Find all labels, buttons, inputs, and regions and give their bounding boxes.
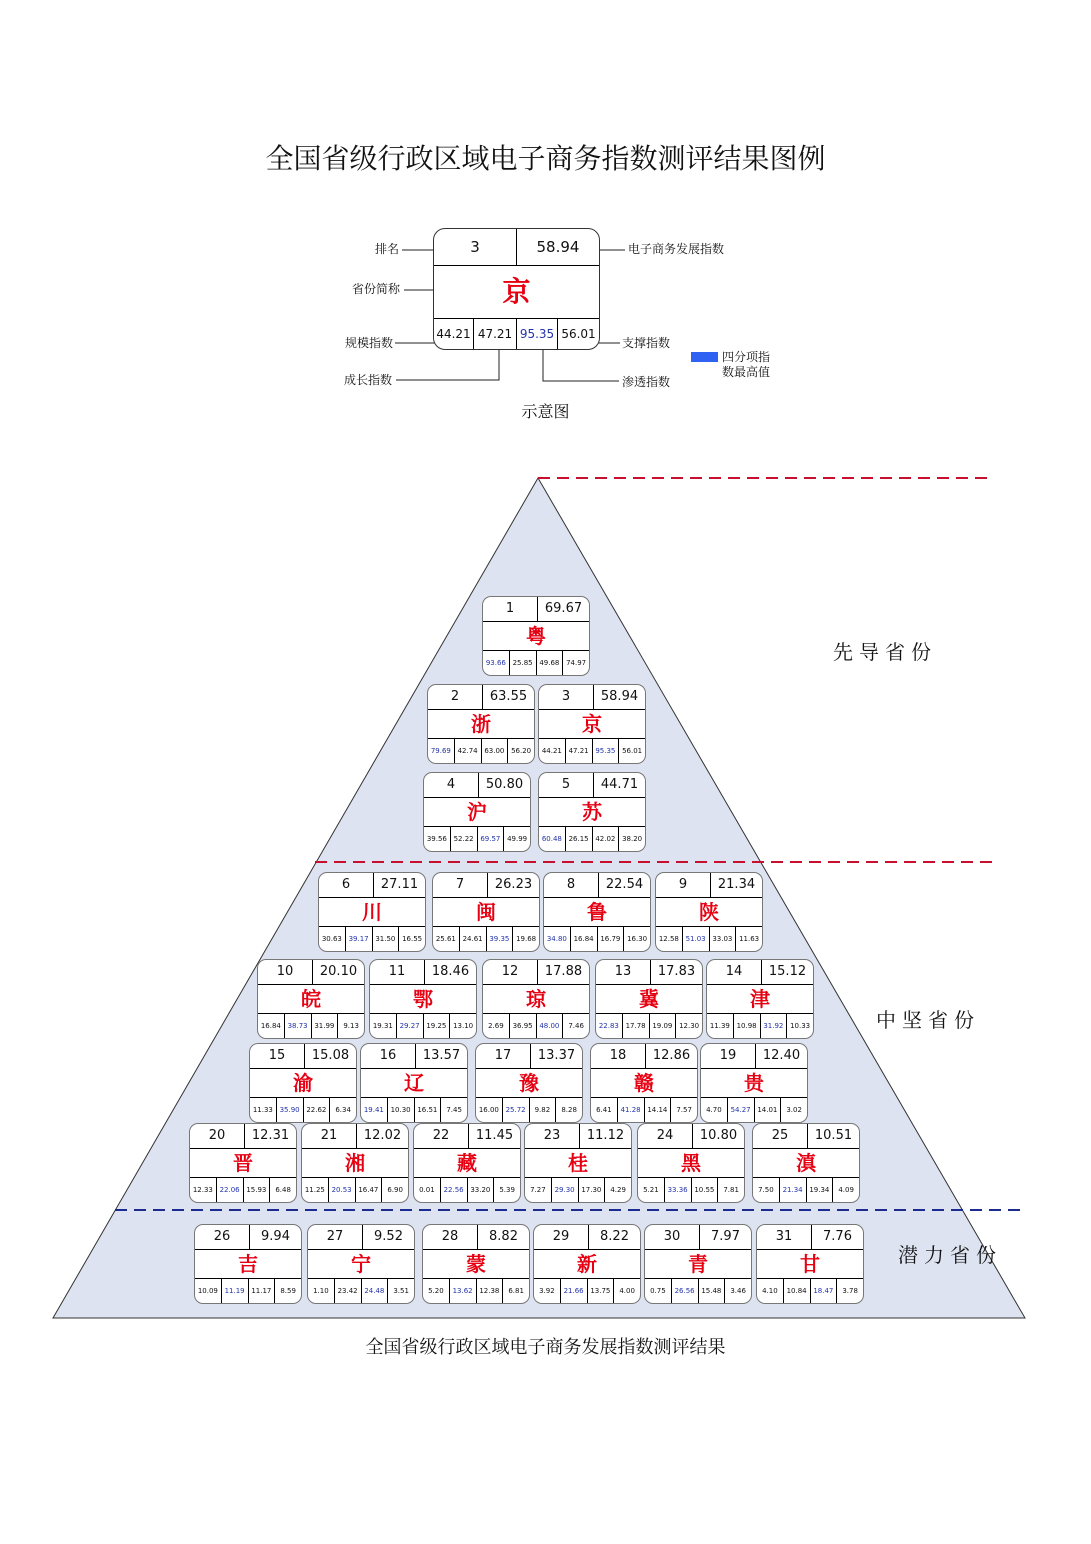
card-support-index: 4.09 xyxy=(838,1186,854,1194)
card-scale-index: 19.31 xyxy=(370,1014,397,1038)
card-support-index: 3.46 xyxy=(730,1287,746,1295)
card-score: 44.71 xyxy=(600,777,639,792)
card-penetration-index: 19.25 xyxy=(424,1014,451,1038)
card-growth-index: 10.30 xyxy=(388,1098,415,1122)
card-support-index: 8.59 xyxy=(280,1287,296,1295)
card-penetration-index: 39.35 xyxy=(487,927,514,951)
card-scale-index: 1.10 xyxy=(308,1279,335,1303)
card-score: 20.10 xyxy=(319,964,358,979)
card-penetration-index: 42.02 xyxy=(593,827,620,851)
card-penetration-index: 10.55 xyxy=(692,1178,719,1202)
card-penetration-index: 14.14 xyxy=(645,1098,672,1122)
card-rank: 18 xyxy=(591,1044,646,1068)
card-support-index: 16.30 xyxy=(627,935,648,943)
card-score: 8.82 xyxy=(489,1229,518,1244)
card-score: 7.76 xyxy=(823,1229,852,1244)
card-support-index: 16.55 xyxy=(402,935,423,943)
legend-caption: 示意图 xyxy=(521,402,570,421)
card-support-index: 3.78 xyxy=(842,1287,858,1295)
card-rank: 24 xyxy=(638,1124,693,1148)
province-card xyxy=(595,959,703,1039)
card-score: 10.51 xyxy=(814,1128,853,1143)
card-rank: 11 xyxy=(370,960,425,984)
card-support-index: 56.01 xyxy=(622,747,643,755)
card-score: 9.94 xyxy=(261,1229,290,1244)
card-scale-index: 12.58 xyxy=(656,927,683,951)
card-abbr: 鲁 xyxy=(544,898,650,927)
card-penetration-index: 48.00 xyxy=(537,1014,564,1038)
card-growth-index: 22.56 xyxy=(441,1178,468,1202)
card-score: 13.37 xyxy=(537,1048,576,1063)
province-card xyxy=(482,596,590,676)
card-abbr: 藏 xyxy=(414,1149,520,1178)
province-card xyxy=(543,872,651,952)
card-abbr: 新 xyxy=(534,1250,640,1279)
card-penetration-index: 22.62 xyxy=(304,1098,331,1122)
province-card xyxy=(301,1123,409,1203)
card-abbr: 沪 xyxy=(424,798,530,827)
card-growth-index: 20.53 xyxy=(329,1178,356,1202)
card-score: 10.80 xyxy=(699,1128,738,1143)
card-score: 12.31 xyxy=(251,1128,290,1143)
card-scale-index: 7.27 xyxy=(525,1178,552,1202)
card-growth-index: 29.30 xyxy=(552,1178,579,1202)
card-support-index: 7.45 xyxy=(446,1106,462,1114)
card-growth-index: 54.27 xyxy=(728,1098,755,1122)
card-score: 17.88 xyxy=(544,964,583,979)
legend-scale-index: 44.21 xyxy=(434,319,474,350)
card-abbr: 津 xyxy=(707,985,813,1014)
province-card xyxy=(637,1123,745,1203)
card-scale-index: 79.69 xyxy=(428,739,455,763)
card-support-index: 7.81 xyxy=(723,1186,739,1194)
card-score: 8.22 xyxy=(600,1229,629,1244)
province-card xyxy=(423,772,531,852)
province-card xyxy=(644,1224,752,1304)
card-score: 69.67 xyxy=(544,601,583,616)
card-abbr: 湘 xyxy=(302,1149,408,1178)
card-abbr: 渝 xyxy=(250,1069,356,1098)
card-growth-index: 10.98 xyxy=(734,1014,761,1038)
card-abbr: 川 xyxy=(319,898,425,927)
legend-label-rank: 排名 xyxy=(375,242,400,256)
card-rank: 31 xyxy=(757,1225,812,1249)
card-scale-index: 11.33 xyxy=(250,1098,277,1122)
card-scale-index: 19.41 xyxy=(361,1098,388,1122)
legend-label-penetration: 渗透指数 xyxy=(622,375,671,389)
card-scale-index: 0.01 xyxy=(414,1178,441,1202)
card-score: 9.52 xyxy=(374,1229,403,1244)
province-card xyxy=(538,684,646,764)
card-scale-index: 34.80 xyxy=(544,927,571,951)
legend-support-index: 56.01 xyxy=(561,327,596,341)
card-rank: 17 xyxy=(476,1044,531,1068)
card-rank: 14 xyxy=(707,960,762,984)
card-abbr: 辽 xyxy=(361,1069,467,1098)
card-score: 18.46 xyxy=(431,964,470,979)
card-growth-index: 17.78 xyxy=(623,1014,650,1038)
card-support-index: 4.00 xyxy=(619,1287,635,1295)
card-scale-index: 4.10 xyxy=(757,1279,784,1303)
card-growth-index: 47.21 xyxy=(566,739,593,763)
card-penetration-index: 16.51 xyxy=(415,1098,442,1122)
card-score: 7.97 xyxy=(711,1229,740,1244)
card-growth-index: 10.84 xyxy=(784,1279,811,1303)
card-scale-index: 10.09 xyxy=(195,1279,222,1303)
legend-score: 58.94 xyxy=(536,238,580,256)
card-scale-index: 12.33 xyxy=(190,1178,217,1202)
card-growth-index: 42.74 xyxy=(455,739,482,763)
province-card xyxy=(318,872,426,952)
card-rank: 7 xyxy=(433,873,488,897)
card-scale-index: 5.20 xyxy=(423,1279,450,1303)
card-score: 15.08 xyxy=(311,1048,350,1063)
card-growth-index: 26.15 xyxy=(566,827,593,851)
card-growth-index: 22.06 xyxy=(217,1178,244,1202)
card-growth-index: 11.19 xyxy=(222,1279,249,1303)
card-rank: 2 xyxy=(428,685,483,709)
card-scale-index: 5.21 xyxy=(638,1178,665,1202)
card-rank: 28 xyxy=(423,1225,478,1249)
card-rank: 16 xyxy=(361,1044,416,1068)
card-abbr: 皖 xyxy=(258,985,364,1014)
card-support-index: 12.30 xyxy=(679,1022,700,1030)
card-growth-index: 25.85 xyxy=(510,651,537,675)
card-growth-index: 21.66 xyxy=(561,1279,588,1303)
province-card xyxy=(257,959,365,1039)
card-scale-index: 16.00 xyxy=(476,1098,503,1122)
card-abbr: 鄂 xyxy=(370,985,476,1014)
card-penetration-index: 16.79 xyxy=(598,927,625,951)
legend-rank: 3 xyxy=(434,229,517,265)
card-penetration-index: 18.47 xyxy=(811,1279,838,1303)
card-rank: 20 xyxy=(190,1124,245,1148)
card-growth-index: 35.90 xyxy=(277,1098,304,1122)
card-support-index: 3.51 xyxy=(393,1287,409,1295)
card-penetration-index: 19.09 xyxy=(650,1014,677,1038)
legend-label-scale: 规模指数 xyxy=(345,336,394,350)
page-title: 全国省级行政区域电子商务指数测评结果图例 xyxy=(265,142,826,175)
card-support-index: 7.57 xyxy=(676,1106,692,1114)
card-support-index: 56.20 xyxy=(511,747,532,755)
card-abbr: 浙 xyxy=(428,710,534,739)
card-abbr: 赣 xyxy=(591,1069,697,1098)
province-card xyxy=(432,872,540,952)
legend-penetration-index: 95.35 xyxy=(517,319,558,350)
card-penetration-index: 63.00 xyxy=(482,739,509,763)
legend-abbr: 京 xyxy=(434,266,599,319)
card-abbr: 蒙 xyxy=(423,1250,529,1279)
card-support-index: 6.90 xyxy=(387,1186,403,1194)
card-rank: 25 xyxy=(753,1124,808,1148)
card-growth-index: 25.72 xyxy=(503,1098,530,1122)
card-penetration-index: 19.34 xyxy=(807,1178,834,1202)
card-rank: 27 xyxy=(308,1225,363,1249)
card-rank: 4 xyxy=(424,773,479,797)
card-abbr: 甘 xyxy=(757,1250,863,1279)
card-abbr: 闽 xyxy=(433,898,539,927)
card-growth-index: 38.73 xyxy=(285,1014,312,1038)
card-abbr: 桂 xyxy=(525,1149,631,1178)
card-scale-index: 2.69 xyxy=(483,1014,510,1038)
card-abbr: 晋 xyxy=(190,1149,296,1178)
card-growth-index: 13.62 xyxy=(450,1279,477,1303)
legend-label-abbr: 省份简称 xyxy=(352,282,401,296)
province-card xyxy=(189,1123,297,1203)
card-scale-index: 25.61 xyxy=(433,927,460,951)
province-card xyxy=(369,959,477,1039)
card-abbr: 陕 xyxy=(656,898,762,927)
province-card xyxy=(413,1123,521,1203)
card-score: 13.57 xyxy=(422,1048,461,1063)
card-rank: 15 xyxy=(250,1044,305,1068)
card-abbr: 豫 xyxy=(476,1069,582,1098)
tier-label-core: 中坚省份 xyxy=(876,1008,980,1032)
card-rank: 9 xyxy=(656,873,711,897)
card-scale-index: 44.21 xyxy=(539,739,566,763)
card-rank: 1 xyxy=(483,597,538,621)
card-growth-index: 51.03 xyxy=(683,927,710,951)
legend-sample-card xyxy=(433,228,600,350)
province-card xyxy=(533,1224,641,1304)
province-card xyxy=(706,959,814,1039)
card-penetration-index: 11.17 xyxy=(249,1279,276,1303)
card-support-index: 6.48 xyxy=(275,1186,291,1194)
province-card xyxy=(524,1123,632,1203)
province-card xyxy=(756,1224,864,1304)
card-scale-index: 6.41 xyxy=(591,1098,618,1122)
card-score: 11.12 xyxy=(586,1128,625,1143)
tier-label-leading: 先导省份 xyxy=(833,640,937,664)
card-support-index: 38.20 xyxy=(622,835,643,843)
card-scale-index: 0.75 xyxy=(645,1279,672,1303)
card-score: 21.34 xyxy=(717,877,756,892)
card-scale-index: 11.39 xyxy=(707,1014,734,1038)
province-card xyxy=(194,1224,302,1304)
card-penetration-index: 33.03 xyxy=(710,927,737,951)
card-support-index: 74.97 xyxy=(566,659,587,667)
card-abbr: 黑 xyxy=(638,1149,744,1178)
card-rank: 23 xyxy=(525,1124,580,1148)
card-rank: 21 xyxy=(302,1124,357,1148)
card-penetration-index: 31.50 xyxy=(373,927,400,951)
card-rank: 12 xyxy=(483,960,538,984)
figure-caption: 全国省级行政区域电子商务发展指数测评结果 xyxy=(365,1337,726,1358)
card-growth-index: 41.28 xyxy=(618,1098,645,1122)
card-scale-index: 60.48 xyxy=(539,827,566,851)
card-growth-index: 36.95 xyxy=(510,1014,537,1038)
card-score: 26.23 xyxy=(494,877,533,892)
card-score: 12.02 xyxy=(363,1128,402,1143)
card-score: 50.80 xyxy=(485,777,524,792)
card-rank: 10 xyxy=(258,960,313,984)
card-scale-index: 22.83 xyxy=(596,1014,623,1038)
card-rank: 6 xyxy=(319,873,374,897)
province-card xyxy=(422,1224,530,1304)
card-penetration-index: 12.38 xyxy=(477,1279,504,1303)
card-abbr: 冀 xyxy=(596,985,702,1014)
province-card xyxy=(700,1043,808,1123)
card-penetration-index: 14.01 xyxy=(755,1098,782,1122)
card-growth-index: 16.84 xyxy=(571,927,598,951)
card-score: 11.45 xyxy=(475,1128,514,1143)
card-penetration-index: 17.30 xyxy=(579,1178,606,1202)
card-penetration-index: 15.48 xyxy=(699,1279,726,1303)
card-scale-index: 4.70 xyxy=(701,1098,728,1122)
card-penetration-index: 9.82 xyxy=(530,1098,557,1122)
card-abbr: 青 xyxy=(645,1250,751,1279)
card-abbr: 苏 xyxy=(539,798,645,827)
card-support-index: 8.28 xyxy=(561,1106,577,1114)
card-growth-index: 29.27 xyxy=(397,1014,424,1038)
province-card xyxy=(475,1043,583,1123)
card-penetration-index: 33.20 xyxy=(468,1178,495,1202)
legend-label-score: 电子商务发展指数 xyxy=(628,242,725,256)
card-penetration-index: 69.57 xyxy=(478,827,505,851)
legend-label-growth: 成长指数 xyxy=(344,373,393,387)
card-growth-index: 23.42 xyxy=(335,1279,362,1303)
card-rank: 5 xyxy=(539,773,594,797)
card-abbr: 滇 xyxy=(753,1149,859,1178)
card-scale-index: 16.84 xyxy=(258,1014,285,1038)
card-rank: 29 xyxy=(534,1225,589,1249)
card-rank: 13 xyxy=(596,960,651,984)
card-growth-index: 52.22 xyxy=(451,827,478,851)
province-card xyxy=(360,1043,468,1123)
card-score: 27.11 xyxy=(380,877,419,892)
card-abbr: 粤 xyxy=(483,622,589,651)
card-score: 58.94 xyxy=(600,689,639,704)
highlight-note: 四分项指数最高值 xyxy=(722,350,771,379)
card-penetration-index: 31.92 xyxy=(761,1014,788,1038)
card-support-index: 4.29 xyxy=(610,1186,626,1194)
card-support-index: 7.46 xyxy=(568,1022,584,1030)
card-penetration-index: 31.99 xyxy=(312,1014,339,1038)
card-abbr: 京 xyxy=(539,710,645,739)
card-support-index: 6.34 xyxy=(335,1106,351,1114)
card-scale-index: 93.66 xyxy=(483,651,510,675)
card-rank: 19 xyxy=(701,1044,756,1068)
card-growth-index: 39.17 xyxy=(346,927,373,951)
province-card xyxy=(752,1123,860,1203)
card-rank: 8 xyxy=(544,873,599,897)
card-penetration-index: 24.48 xyxy=(362,1279,389,1303)
card-score: 12.86 xyxy=(652,1048,691,1063)
card-scale-index: 7.50 xyxy=(753,1178,780,1202)
card-scale-index: 11.25 xyxy=(302,1178,329,1202)
card-rank: 3 xyxy=(539,685,594,709)
card-penetration-index: 16.47 xyxy=(356,1178,383,1202)
card-support-index: 11.63 xyxy=(739,935,760,943)
province-card xyxy=(655,872,763,952)
card-scale-index: 39.56 xyxy=(424,827,451,851)
legend-label-support: 支撑指数 xyxy=(622,336,671,350)
province-card xyxy=(538,772,646,852)
card-support-index: 6.81 xyxy=(508,1287,524,1295)
card-abbr: 宁 xyxy=(308,1250,414,1279)
card-score: 17.83 xyxy=(657,964,696,979)
card-score: 63.55 xyxy=(489,689,528,704)
card-penetration-index: 13.75 xyxy=(588,1279,615,1303)
tier-label-potential: 潜力省份 xyxy=(898,1243,1002,1267)
card-scale-index: 30.63 xyxy=(319,927,346,951)
card-score: 12.40 xyxy=(762,1048,801,1063)
card-abbr: 吉 xyxy=(195,1250,301,1279)
card-support-index: 5.39 xyxy=(499,1186,515,1194)
card-rank: 26 xyxy=(195,1225,250,1249)
card-support-index: 9.13 xyxy=(343,1022,359,1030)
card-support-index: 10.33 xyxy=(790,1022,811,1030)
card-score: 22.54 xyxy=(605,877,644,892)
card-growth-index: 24.61 xyxy=(460,927,487,951)
legend-growth-index: 47.21 xyxy=(474,319,517,350)
card-growth-index: 33.36 xyxy=(665,1178,692,1202)
card-scale-index: 3.92 xyxy=(534,1279,561,1303)
card-penetration-index: 15.93 xyxy=(244,1178,271,1202)
card-penetration-index: 95.35 xyxy=(593,739,620,763)
province-card xyxy=(307,1224,415,1304)
card-score: 15.12 xyxy=(768,964,807,979)
card-support-index: 13.10 xyxy=(453,1022,474,1030)
province-card xyxy=(249,1043,357,1123)
highlight-swatch xyxy=(691,352,718,362)
card-growth-index: 26.56 xyxy=(672,1279,699,1303)
card-support-index: 19.68 xyxy=(516,935,537,943)
card-rank: 30 xyxy=(645,1225,700,1249)
card-growth-index: 21.34 xyxy=(780,1178,807,1202)
province-card xyxy=(482,959,590,1039)
province-card xyxy=(427,684,535,764)
card-support-index: 49.99 xyxy=(507,835,528,843)
card-abbr: 贵 xyxy=(701,1069,807,1098)
province-card xyxy=(590,1043,698,1123)
card-abbr: 琼 xyxy=(483,985,589,1014)
card-support-index: 3.02 xyxy=(786,1106,802,1114)
card-penetration-index: 49.68 xyxy=(537,651,564,675)
card-rank: 22 xyxy=(414,1124,469,1148)
